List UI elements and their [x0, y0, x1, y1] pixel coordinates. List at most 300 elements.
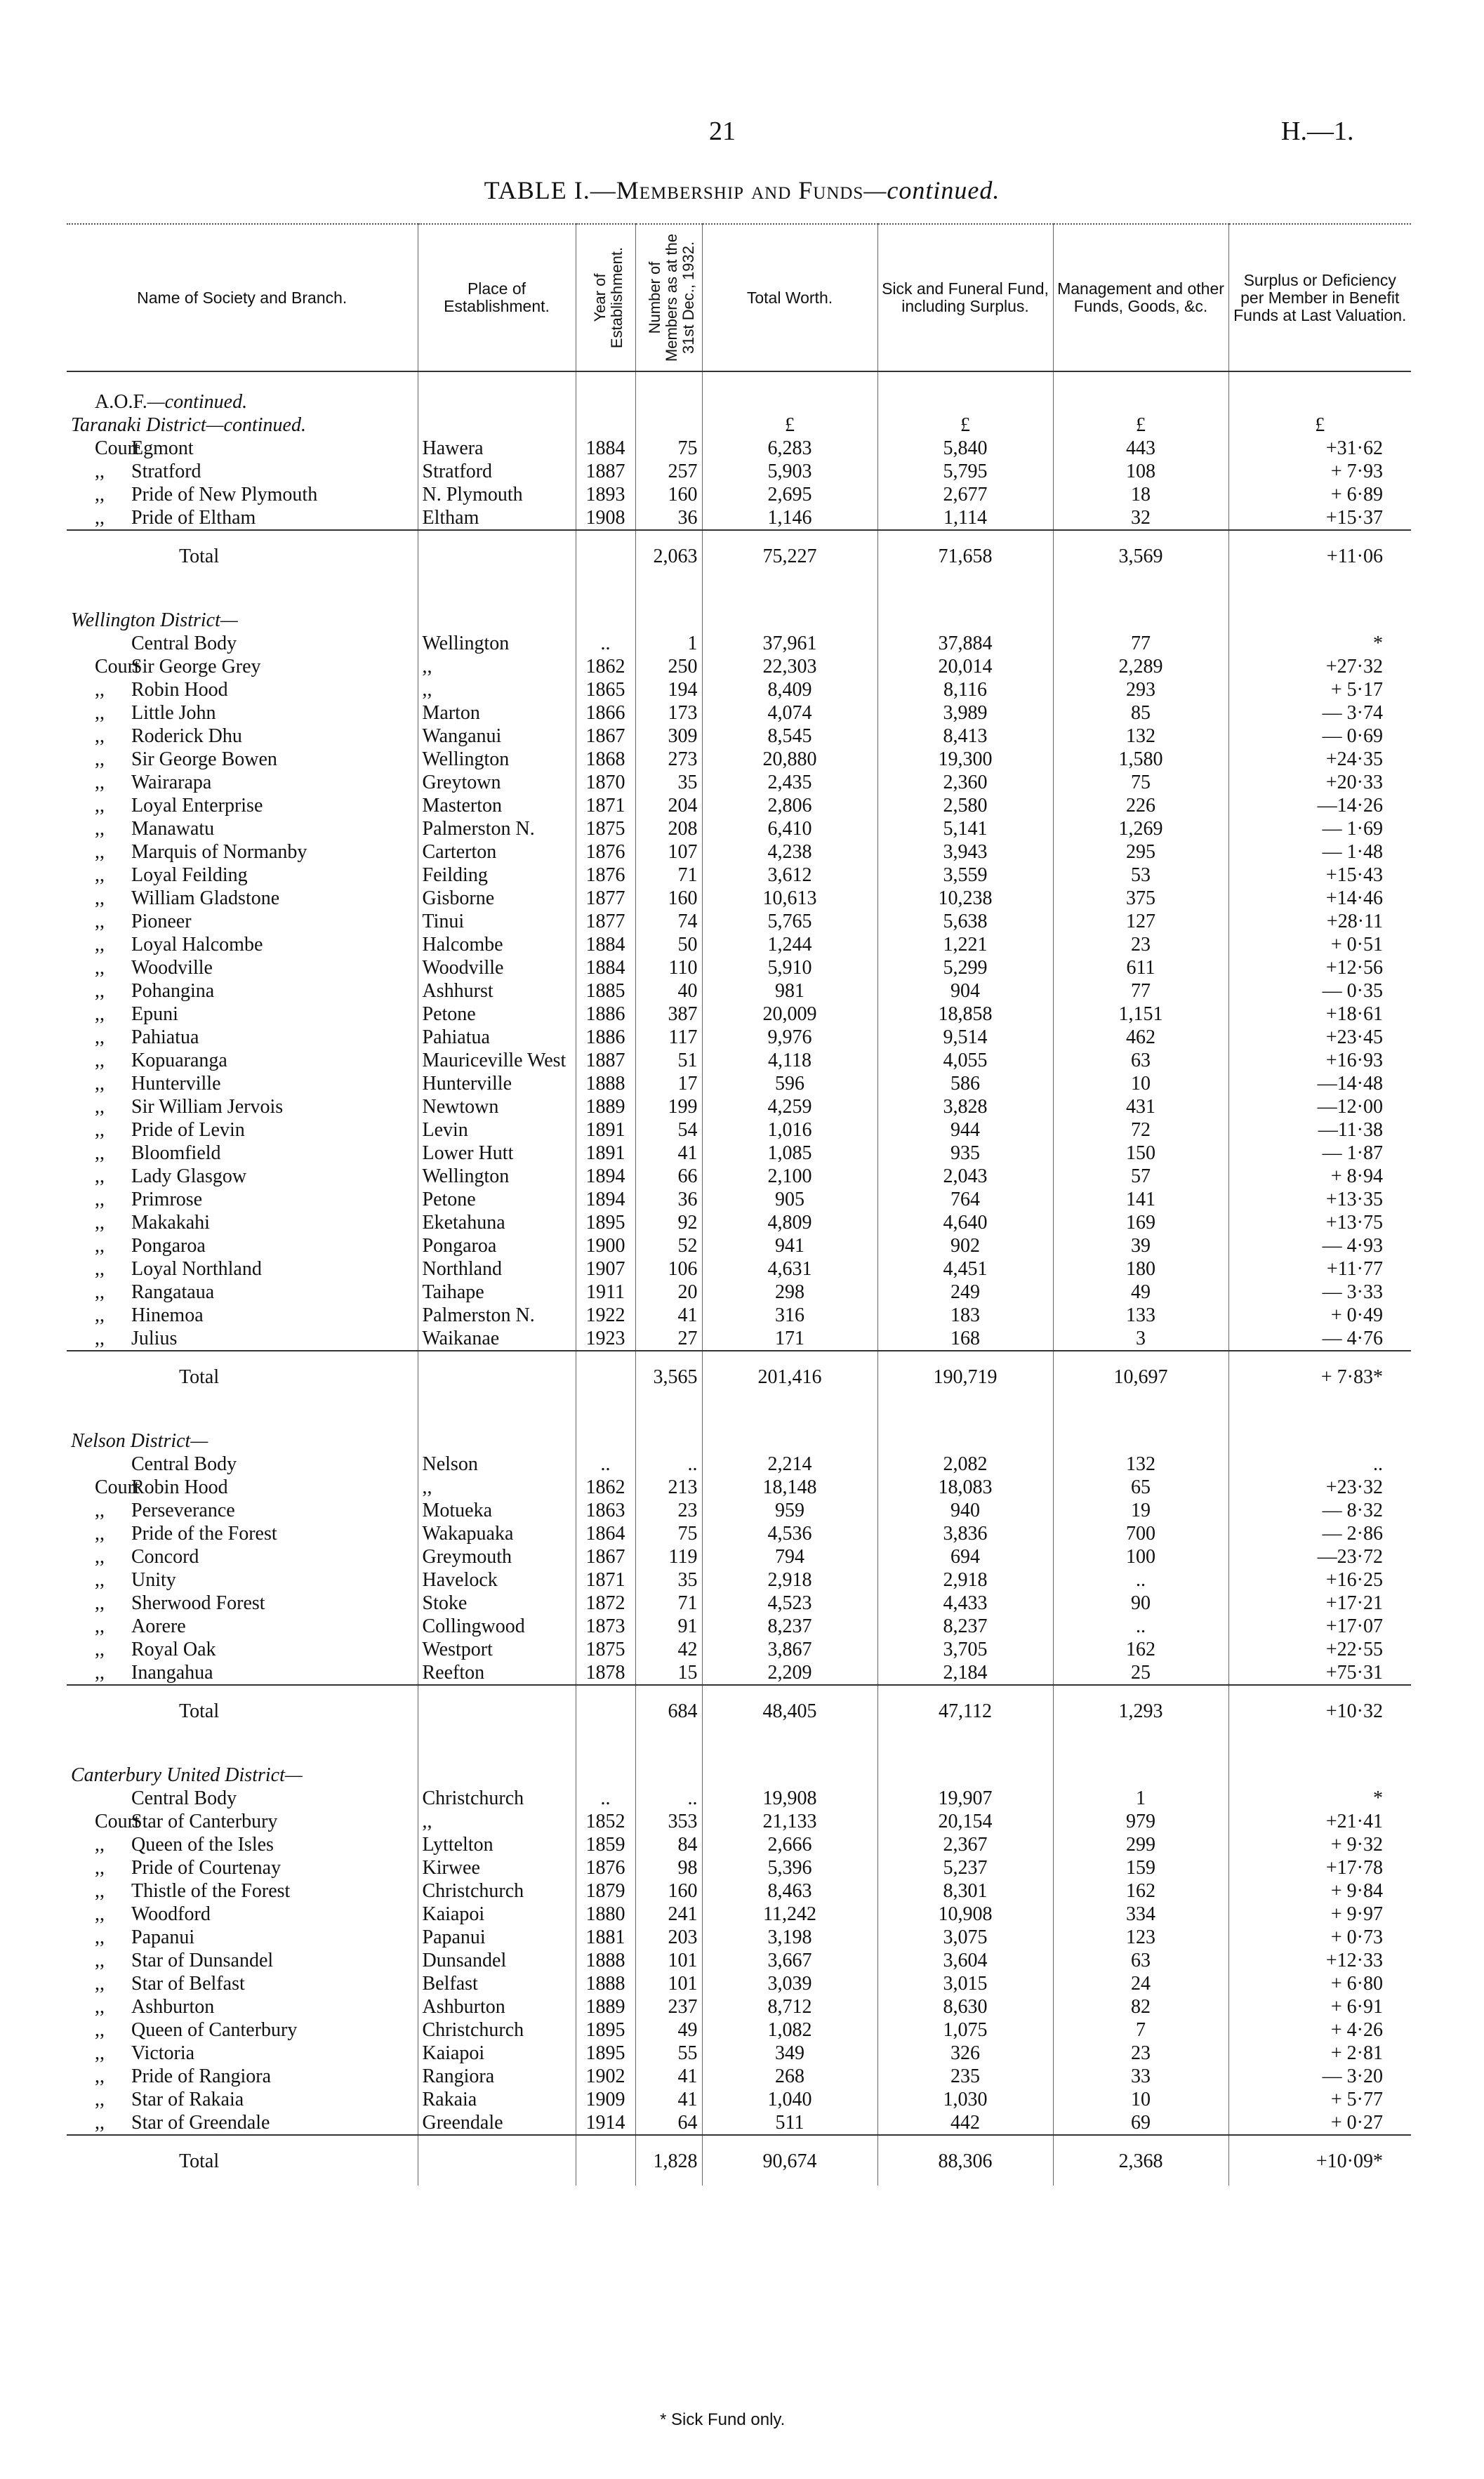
place-cell: Marton [418, 701, 576, 725]
surplus-cell: +14·46 [1228, 887, 1411, 910]
column-header-surplus: Surplus or Deficiency per Member in Benefit Funds at Last Valuation. [1228, 224, 1411, 371]
branch-name: Star of Greendale [131, 2112, 270, 2134]
management-cell: 10 [1053, 1072, 1228, 1095]
total-worth-cell: 2,918 [702, 1568, 877, 1592]
total-worth-cell: 959 [702, 1499, 877, 1522]
total-worth-cell: 5,903 [702, 460, 877, 483]
surplus-cell: * [1228, 1787, 1411, 1810]
table-row [67, 840, 1411, 864]
management-cell: 2,289 [1053, 655, 1228, 678]
surplus-cell: — 0·69 [1228, 725, 1411, 748]
branch-name-cell [67, 1281, 418, 1304]
sick-fund-cell: 2,918 [877, 1568, 1053, 1592]
members-cell: .. [635, 1787, 702, 1810]
management-cell: 123 [1053, 1926, 1228, 1949]
branch-name-cell [67, 1095, 418, 1118]
place-cell: Belfast [418, 1972, 576, 1995]
table-row [67, 748, 1411, 771]
year-cell: 1867 [576, 1545, 635, 1568]
members-cell: 106 [635, 1257, 702, 1281]
members-cell: 387 [635, 1003, 702, 1026]
total-worth-cell: 316 [702, 1304, 877, 1327]
table-title-smallcaps: Membership and Funds [616, 176, 864, 204]
sick-fund-cell: 1,075 [877, 2018, 1053, 2042]
management-cell: 1 [1053, 1787, 1228, 1810]
place-cell: Wellington [418, 1165, 576, 1188]
surplus-cell: +12·56 [1228, 956, 1411, 979]
branch-name-cell [67, 1661, 418, 1685]
members-cell: 54 [635, 1118, 702, 1142]
total-label: Total [67, 2135, 418, 2186]
surplus-cell: * [1228, 632, 1411, 655]
district-name: Wellington District— [71, 609, 238, 631]
sick-fund-cell: 586 [877, 1072, 1053, 1095]
members-cell: 41 [635, 2065, 702, 2088]
sick-fund-cell: 2,677 [877, 483, 1053, 506]
branch-name: Victoria [131, 2042, 195, 2064]
table-row [67, 1003, 1411, 1026]
sick-fund-cell: 904 [877, 979, 1053, 1003]
district-heading-row [67, 1401, 1411, 1453]
column-header-members-text: Number of Members as at the 31st Dec., 1932. [645, 233, 697, 362]
branch-name-cell [67, 1234, 418, 1257]
total-worth-cell: 2,806 [702, 794, 877, 817]
empty-cell [418, 2135, 576, 2186]
branch-name-cell [67, 725, 418, 748]
report-code: H.—1. [1281, 117, 1354, 146]
total-surplus: +11·06 [1228, 530, 1411, 581]
surplus-cell: + 5·17 [1228, 678, 1411, 701]
members-cell: 92 [635, 1211, 702, 1234]
sick-fund-cell: 10,238 [877, 887, 1053, 910]
branch-name: Robin Hood [131, 1476, 228, 1498]
total-worth-cell: 6,283 [702, 437, 877, 460]
empty-cell [576, 2135, 635, 2186]
total-label: Total [67, 1351, 418, 1401]
empty-cell [1053, 1736, 1228, 1787]
branch-name: Roderick Dhu [131, 725, 242, 747]
branch-name: Pioneer [131, 911, 192, 932]
place-cell: Wanganui [418, 725, 576, 748]
place-cell: Pongaroa [418, 1234, 576, 1257]
table-row [67, 1281, 1411, 1304]
members-cell: 35 [635, 771, 702, 794]
year-cell: 1866 [576, 701, 635, 725]
branch-name: Marquis of Normanby [131, 841, 307, 863]
branch-name-cell [67, 1257, 418, 1281]
year-cell: 1891 [576, 1142, 635, 1165]
branch-prefix: ,, [95, 2065, 105, 2087]
branch-name: Bloomfield [131, 1142, 221, 1164]
branch-name: Hinemoa [131, 1304, 204, 1326]
branch-name: Aorere [131, 1615, 186, 1637]
empty-cell [877, 581, 1053, 632]
sick-fund-cell: 944 [877, 1118, 1053, 1142]
total-worth-cell: 596 [702, 1072, 877, 1095]
column-header-management: Management and other Funds, Goods, &c. [1053, 224, 1228, 371]
branch-prefix: ,, [95, 1546, 105, 1568]
branch-name-cell [67, 437, 418, 460]
total-worth-cell: 4,809 [702, 1211, 877, 1234]
place-cell: Christchurch [418, 1787, 576, 1810]
surplus-cell: +15·37 [1228, 506, 1411, 530]
branch-name: Pride of Courtenay [131, 1857, 281, 1879]
members-cell: 52 [635, 1234, 702, 1257]
year-cell: 1877 [576, 887, 635, 910]
year-cell: 1876 [576, 1856, 635, 1879]
total-worth-cell: 1,085 [702, 1142, 877, 1165]
management-cell: 100 [1053, 1545, 1228, 1568]
branch-name-cell [67, 1165, 418, 1188]
place-cell: Petone [418, 1003, 576, 1026]
year-cell: 1863 [576, 1499, 635, 1522]
district-name: Nelson District— [71, 1430, 208, 1452]
branch-name-cell [67, 2088, 418, 2111]
empty-cell [635, 581, 702, 632]
members-cell: 257 [635, 460, 702, 483]
table-row [67, 2065, 1411, 2088]
surplus-cell: +12·33 [1228, 1949, 1411, 1972]
total-management: 3,569 [1053, 530, 1228, 581]
year-cell: 1885 [576, 979, 635, 1003]
branch-name-cell [67, 460, 418, 483]
branch-prefix: ,, [95, 957, 105, 979]
year-cell: 1859 [576, 1833, 635, 1856]
members-cell: 101 [635, 1949, 702, 1972]
branch-prefix: ,, [95, 1592, 105, 1614]
surplus-cell: +15·43 [1228, 864, 1411, 887]
surplus-cell: +31·62 [1228, 437, 1411, 460]
place-cell: Palmerston N. [418, 1304, 576, 1327]
branch-prefix: Court [95, 437, 140, 459]
surplus-cell: — 3·74 [1228, 701, 1411, 725]
total-worth-cell: 4,536 [702, 1522, 877, 1545]
sick-fund-cell: 5,795 [877, 460, 1053, 483]
table-row [67, 1592, 1411, 1615]
management-cell: 150 [1053, 1142, 1228, 1165]
place-cell: Rangiora [418, 2065, 576, 2088]
surplus-cell: +11·77 [1228, 1257, 1411, 1281]
branch-prefix: ,, [95, 1258, 105, 1280]
surplus-cell: +23·45 [1228, 1026, 1411, 1049]
branch-prefix: ,, [95, 725, 105, 747]
management-cell: 133 [1053, 1304, 1228, 1327]
total-members: 3,565 [635, 1351, 702, 1401]
sick-fund-cell: 18,083 [877, 1476, 1053, 1499]
district-heading-row [67, 581, 1411, 632]
society-continued: —continued. [147, 391, 248, 413]
surplus-cell: — 2·86 [1228, 1522, 1411, 1545]
table-row [67, 1327, 1411, 1351]
branch-prefix: ,, [95, 1304, 105, 1326]
total-worth: 48,405 [702, 1685, 877, 1736]
members-cell: 42 [635, 1638, 702, 1661]
sick-fund-cell: 10,908 [877, 1903, 1053, 1926]
place-cell: Wellington [418, 632, 576, 655]
year-cell: 1888 [576, 1949, 635, 1972]
members-cell: 17 [635, 1072, 702, 1095]
table-title-continued: —continued. [863, 176, 1000, 204]
taranaki-district-row [67, 414, 1411, 437]
branch-name-cell [67, 1327, 418, 1351]
branch-name-cell [67, 1926, 418, 1949]
total-sick-fund: 71,658 [877, 530, 1053, 581]
branch-name: Loyal Northland [131, 1258, 262, 1280]
table-row [67, 1810, 1411, 1833]
empty-cell [702, 1736, 877, 1787]
management-cell: 25 [1053, 1661, 1228, 1685]
district-name: Canterbury United District— [71, 1764, 303, 1786]
management-cell: 72 [1053, 1118, 1228, 1142]
members-cell: 91 [635, 1615, 702, 1638]
total-worth-cell: 5,910 [702, 956, 877, 979]
total-worth-cell: 5,765 [702, 910, 877, 933]
place-cell: Kaiapoi [418, 2042, 576, 2065]
sick-fund-cell: 326 [877, 2042, 1053, 2065]
branch-prefix: ,, [95, 1235, 105, 1257]
empty-cell [418, 1351, 576, 1401]
table-row [67, 1972, 1411, 1995]
year-cell: 1865 [576, 678, 635, 701]
sick-fund-cell: 168 [877, 1327, 1053, 1351]
management-cell: 180 [1053, 1257, 1228, 1281]
management-cell: 7 [1053, 2018, 1228, 2042]
table-row [67, 1903, 1411, 1926]
management-cell: 65 [1053, 1476, 1228, 1499]
total-worth-cell: 10,613 [702, 887, 877, 910]
surplus-cell: +17·78 [1228, 1856, 1411, 1879]
branch-name: Sir George Grey [131, 656, 261, 677]
table-row [67, 1949, 1411, 1972]
members-cell: 117 [635, 1026, 702, 1049]
surplus-cell: +13·75 [1228, 1211, 1411, 1234]
branch-prefix: ,, [95, 1119, 105, 1141]
management-cell: 1,269 [1053, 817, 1228, 840]
year-cell: 1864 [576, 1522, 635, 1545]
management-cell: 85 [1053, 701, 1228, 725]
sick-fund-cell: 8,413 [877, 725, 1053, 748]
total-sick-fund: 88,306 [877, 2135, 1053, 2186]
branch-prefix: ,, [95, 1857, 105, 1879]
total-worth-cell: 4,118 [702, 1049, 877, 1072]
year-cell: 1907 [576, 1257, 635, 1281]
year-cell: 1862 [576, 655, 635, 678]
branch-prefix: ,, [95, 1050, 105, 1071]
surplus-cell: — 1·87 [1228, 1142, 1411, 1165]
year-cell: 1911 [576, 1281, 635, 1304]
year-cell: 1900 [576, 1234, 635, 1257]
year-cell: 1871 [576, 794, 635, 817]
sick-fund-cell: 2,043 [877, 1165, 1053, 1188]
branch-prefix: ,, [95, 841, 105, 863]
surplus-cell: + 6·89 [1228, 483, 1411, 506]
branch-prefix: ,, [95, 1973, 105, 1995]
table-row [67, 2088, 1411, 2111]
management-cell: 23 [1053, 933, 1228, 956]
total-surplus: +10·09* [1228, 2135, 1411, 2186]
sick-fund-cell: 3,705 [877, 1638, 1053, 1661]
management-cell: 162 [1053, 1638, 1228, 1661]
branch-name: Sherwood Forest [131, 1592, 265, 1614]
total-worth-cell: 1,244 [702, 933, 877, 956]
column-header-year [576, 224, 635, 371]
empty-cell [702, 581, 877, 632]
place-cell: Collingwood [418, 1615, 576, 1638]
management-cell: 375 [1053, 887, 1228, 910]
year-cell: .. [576, 632, 635, 655]
branch-prefix: ,, [95, 887, 105, 909]
members-cell: 41 [635, 2088, 702, 2111]
empty-cell [1053, 581, 1228, 632]
management-cell: 299 [1053, 1833, 1228, 1856]
year-cell: 1876 [576, 840, 635, 864]
members-cell: 51 [635, 1049, 702, 1072]
members-cell: 160 [635, 483, 702, 506]
place-cell: Mauriceville West [418, 1049, 576, 1072]
branch-prefix: ,, [95, 818, 105, 840]
members-cell: 23 [635, 1499, 702, 1522]
members-cell: 75 [635, 437, 702, 460]
place-cell: ,, [418, 655, 576, 678]
year-cell: 1902 [576, 2065, 635, 2088]
branch-prefix: ,, [95, 772, 105, 793]
table-row [67, 956, 1411, 979]
branch-prefix: ,, [95, 2089, 105, 2110]
society-heading-row [67, 371, 1411, 414]
branch-name-cell [67, 1615, 418, 1638]
district-heading-row [67, 1736, 1411, 1787]
branch-name-cell [67, 2018, 418, 2042]
table-row [67, 771, 1411, 794]
branch-name-cell [67, 748, 418, 771]
sick-fund-cell: 20,154 [877, 1810, 1053, 1833]
branch-prefix: ,, [95, 1500, 105, 1521]
branch-name-cell [67, 1856, 418, 1879]
place-cell: Tinui [418, 910, 576, 933]
total-worth-cell: 11,242 [702, 1903, 877, 1926]
management-cell: 3 [1053, 1327, 1228, 1351]
branch-name: Makakahi [131, 1212, 210, 1234]
branch-name: Julius [131, 1328, 178, 1349]
surplus-cell: —23·72 [1228, 1545, 1411, 1568]
branch-name-cell [67, 817, 418, 840]
sick-fund-cell: 8,116 [877, 678, 1053, 701]
total-worth-cell: 4,259 [702, 1095, 877, 1118]
place-cell: Masterton [418, 794, 576, 817]
total-worth-cell: 4,238 [702, 840, 877, 864]
branch-prefix: ,, [95, 795, 105, 817]
branch-prefix: ,, [95, 1328, 105, 1349]
table-row [67, 1638, 1411, 1661]
year-cell: 1875 [576, 817, 635, 840]
empty-cell [877, 1401, 1053, 1453]
sick-fund-cell: 3,604 [877, 1949, 1053, 1972]
table-row [67, 1049, 1411, 1072]
year-cell: 1923 [576, 1327, 635, 1351]
table-row [67, 979, 1411, 1003]
management-cell: 57 [1053, 1165, 1228, 1188]
members-cell: 173 [635, 701, 702, 725]
table-row [67, 1142, 1411, 1165]
place-cell: Greymouth [418, 1545, 576, 1568]
surplus-cell: +16·93 [1228, 1049, 1411, 1072]
management-cell: 334 [1053, 1903, 1228, 1926]
management-cell: 77 [1053, 979, 1228, 1003]
place-cell: Nelson [418, 1453, 576, 1476]
surplus-cell: +18·61 [1228, 1003, 1411, 1026]
management-cell: 108 [1053, 460, 1228, 483]
sick-fund-cell: 2,580 [877, 794, 1053, 817]
surplus-cell: —11·38 [1228, 1118, 1411, 1142]
branch-prefix: Court [95, 1811, 140, 1832]
column-header-year-text: Year of Establishment. [590, 246, 625, 349]
empty-cell [1228, 1736, 1411, 1787]
branch-name-cell [67, 1142, 418, 1165]
management-cell: 226 [1053, 794, 1228, 817]
total-worth-cell: 9,976 [702, 1026, 877, 1049]
branch-name: Primrose [131, 1189, 203, 1210]
table-row [67, 1026, 1411, 1049]
total-surplus: + 7·83* [1228, 1351, 1411, 1401]
sick-fund-cell: 3,075 [877, 1926, 1053, 1949]
surplus-cell: + 9·97 [1228, 1903, 1411, 1926]
sick-fund-cell: 935 [877, 1142, 1053, 1165]
total-worth-cell: 2,209 [702, 1661, 877, 1685]
table-row [67, 1995, 1411, 2018]
place-cell: ,, [418, 1810, 576, 1833]
total-label: Total [67, 1685, 418, 1736]
sick-fund-cell: 4,451 [877, 1257, 1053, 1281]
sick-fund-cell: 8,237 [877, 1615, 1053, 1638]
year-cell: 1895 [576, 2018, 635, 2042]
branch-name: Robin Hood [131, 679, 228, 701]
sick-fund-cell: 9,514 [877, 1026, 1053, 1049]
place-cell: Ashhurst [418, 979, 576, 1003]
total-worth-cell: 1,016 [702, 1118, 877, 1142]
total-worth-cell: 8,712 [702, 1995, 877, 2018]
management-cell: 49 [1053, 1281, 1228, 1304]
table-row [67, 794, 1411, 817]
members-cell: 49 [635, 2018, 702, 2042]
total-management: 2,368 [1053, 2135, 1228, 2186]
place-cell: Christchurch [418, 2018, 576, 2042]
place-cell: Lower Hutt [418, 1142, 576, 1165]
management-cell: 132 [1053, 1453, 1228, 1476]
currency-symbol: £ [702, 414, 877, 437]
table-row [67, 1257, 1411, 1281]
empty-cell [418, 530, 576, 581]
members-cell: 36 [635, 1188, 702, 1211]
place-cell: Feilding [418, 864, 576, 887]
management-cell: 69 [1053, 2111, 1228, 2135]
members-cell: 40 [635, 979, 702, 1003]
surplus-cell: — 8·32 [1228, 1499, 1411, 1522]
management-cell: 63 [1053, 1049, 1228, 1072]
branch-name: Star of Rakaia [131, 2089, 244, 2110]
empty-cell [1228, 1401, 1411, 1453]
year-cell: 1894 [576, 1188, 635, 1211]
branch-name-cell [67, 483, 418, 506]
year-cell: 1895 [576, 1211, 635, 1234]
branch-name: Unity [131, 1569, 176, 1591]
branch-prefix: Court [95, 656, 140, 677]
table-row [67, 910, 1411, 933]
members-cell: 237 [635, 1995, 702, 2018]
branch-name-cell [67, 1592, 418, 1615]
table-row [67, 933, 1411, 956]
total-sick-fund: 47,112 [877, 1685, 1053, 1736]
sick-fund-cell: 442 [877, 2111, 1053, 2135]
